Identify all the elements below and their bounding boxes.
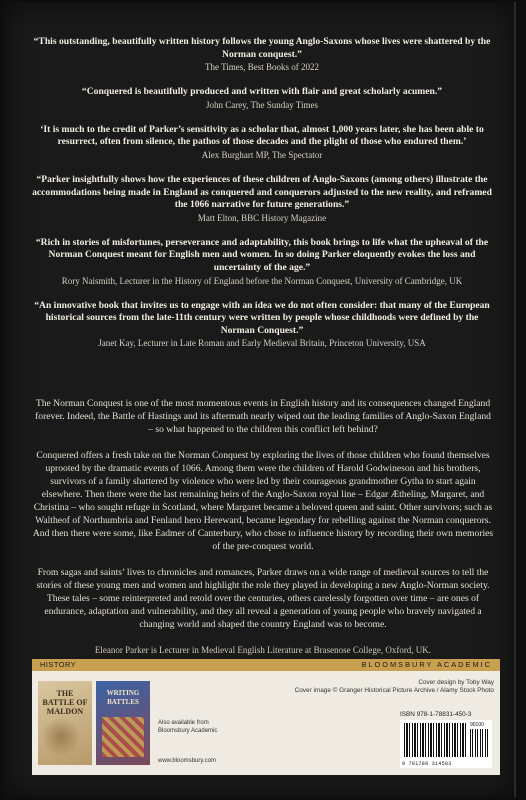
also-available-text: Also available from Bloomsbury Academic	[158, 720, 218, 734]
related-book-cover	[38, 681, 92, 765]
barcode-digits: 9 781788 314503	[402, 761, 452, 767]
cover-credits	[295, 679, 494, 695]
publisher-name: BLOOMSBURY ACADEMIC	[361, 660, 492, 669]
review-quotes	[32, 36, 492, 362]
cover-image-credit: Cover image © Granger Historical Picture Archive / Alamy Stock Photo	[294, 687, 494, 694]
quote-text: ‘It is much to the credit of Parker’s sensitivity as a scholar that, almost 1,000 years later, she has been able to resurrect, often from silence, the pathos of those decades and the plight of those who endured them.’	[40, 123, 484, 148]
barcode	[400, 720, 492, 768]
quote-text: “Rich in stories of misfortunes, perseverance and adaptability, this book brings to life what the upheaval of the Norman Conquest meant for English men and women. In so doing Parker eloquently evokes the loss and uncertainty of the age.”	[35, 236, 489, 273]
description-paragraph: Conquered offers a fresh take on the Norman Conquest by exploring the lives of those children who found themselves uprooted by the dramatic events of 1066. Among them were the children of Harold Godwineson and his brothers, survivors of a family shattered by violence who were led by their courageous grandmother Gytha to start again elsewhere. Then there were the last remaining heirs of the Anglo-Saxon royal line – Edgar Ætheling, Margaret, and Christina – who sought refuge in Scotland, where Margaret became a beloved queen and saint. Other survivors; such as Waltheof of Northumbria and Fenland hero Hereward, became legendary for rebelling against the Norman conquerors. And then there were some, like Eadmer of Canterbury, who chose to influence history by recording their own memories of the pre-conquest world.	[32, 450, 494, 552]
category-bar	[32, 659, 500, 671]
related-book-title: THE BATTLE OF MALDON	[42, 689, 88, 716]
book-description	[32, 397, 494, 683]
book-illustration	[44, 717, 86, 757]
review-quote	[32, 86, 492, 111]
quote-source: Janet Kay, Lecturer in Late Roman and Early Medieval Britain, Princeton University, USA	[98, 338, 426, 349]
related-book-title: WRITING BATTLES	[106, 689, 140, 706]
review-quote	[32, 300, 492, 350]
website-url: www.bloomsbury.com	[158, 758, 216, 764]
quote-source: John Carey, The Sunday Times	[205, 99, 318, 110]
back-cover	[4, 2, 516, 797]
review-quote	[32, 124, 492, 161]
cover-design-credit: Cover design by Toby Way	[418, 679, 494, 686]
description-paragraph: From sagas and saints’ lives to chronicles and romances, Parker draws on a wide range of medieval sources to tell the stories of these young men and women and highlight the role they played in developing a new Anglo-Norman society. These tales – some reinterpreted and retold over the centuries, others carelessly forgotten over time – are ones of endurance, adaptation and vulnerability, and they all reveal a generation of young people who bravely navigated a changing world and shaped the country England was to become.	[36, 567, 490, 630]
barcode-bars	[404, 723, 466, 757]
review-quote	[32, 36, 492, 73]
price-barcode-bars	[470, 729, 488, 757]
book-illustration	[102, 717, 144, 757]
author-bio-line: Eleanor Parker is Lecturer in Medieval English Literature at Brasenose College, Oxford, UK.	[94, 645, 432, 655]
quote-source: Alex Burghart MP, The Spectator	[201, 149, 323, 160]
quote-text: “This outstanding, beautifully written history follows the young Anglo-Saxons whose lives were shattered by the Norman conquest.”	[33, 36, 491, 60]
quote-text: “Parker insightfully shows how the experiences of these children of Anglo-Saxons (among others) illustrate the accommodations being made in England as conquered and conquerors adjusted to the new reality, and reframed the 1066 narrative for future generations.”	[32, 173, 492, 211]
footer-panel	[32, 671, 500, 775]
quote-source: Matt Elton, BBC History Magazine	[197, 212, 327, 223]
review-quote	[32, 237, 492, 287]
price-code: 90100	[470, 722, 484, 728]
related-book-cover	[96, 681, 150, 765]
isbn-text: ISBN 978-1-78831-450-3	[400, 711, 472, 718]
quote-source: The Times, Best Books of 2022	[204, 62, 319, 73]
category-label: HISTORY	[40, 660, 77, 669]
quote-text: “Conquered is beautifully produced and written with flair and great scholarly acumen.”	[81, 86, 443, 98]
description-paragraph: The Norman Conquest is one of the most momentous events in English history and its consequences changed England forever. Indeed, the Battle of Hastings and its aftermath nearly wiped out the leading families of Anglo-Saxon England – so what happened to the children this conflict left behind?	[35, 398, 491, 435]
quote-source: Rory Naismith, Lecturer in the History of England before the Norman Conquest, University of Cambridge, UK	[61, 275, 463, 286]
review-quote	[32, 174, 492, 224]
quote-text: “An innovative book that invites us to engage with an idea we do not often consider: that many of the European historical sources from the late-11th century were written by people whose childhoods were defined by the Norman Conquest.”	[34, 299, 490, 336]
